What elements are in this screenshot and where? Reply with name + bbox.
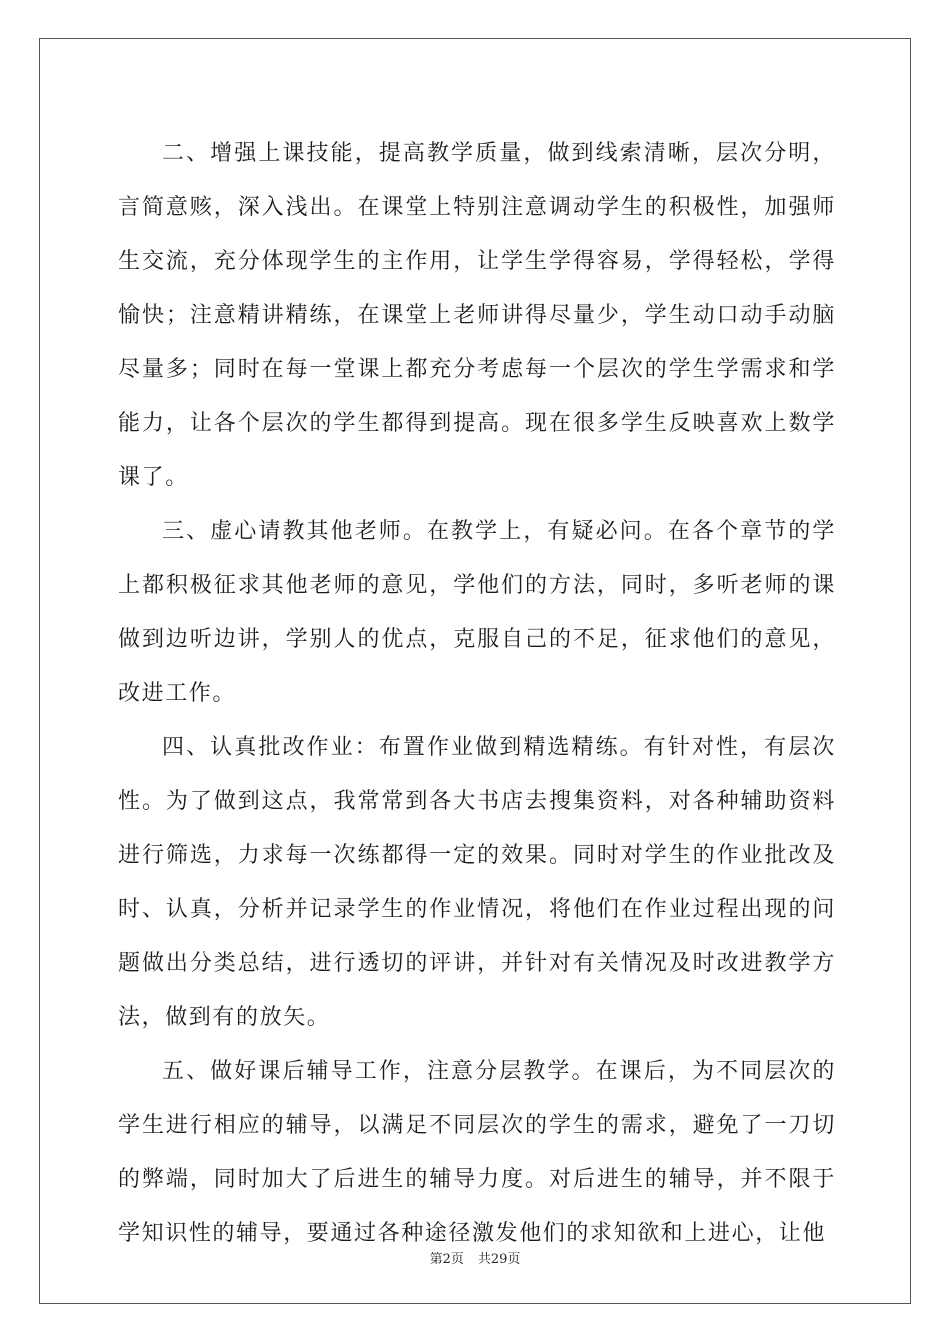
total-page-count: 共29页	[477, 1252, 521, 1267]
paragraph-5: 五、做好课后辅导工作，注意分层教学。在课后，为不同层次的学生进行相应的辅导，以满足不同层次的学生的需求，避免了一刀切的弊端，同时加大了后进生的辅导力度。对后进生的辅导，并不限于学知识性的辅导，要通过各种途径激发他们的求知欲和上进心，让他	[118, 1059, 836, 1246]
paragraph-4: 四、认真批改作业：布置作业做到精选精练。有针对性，有层次性。为了做到这点，我常常到各大书店去搜集资料，对各种辅助资料进行筛选，力求每一次练都得一定的效果。同时对学生的作业批改及时、认真，分析并记录学生的作业情况，将他们在作业过程出现的问题做出分类总结，进行透切的评讲，并针对有关情况及时改进教学方法，做到有的放矢。	[118, 735, 836, 1030]
current-page-number: 第2页	[429, 1252, 464, 1267]
paragraph-2: 二、增强上课技能，提高教学质量，做到线索清晰，层次分明，言简意赅，深入浅出。在课堂上特别注意调动学生的积极性，加强师生交流，充分体现学生的主作用，让学生学得容易，学得轻松，学得愉快；注意精讲精练，在课堂上老师讲得尽量少，学生动口动手动脑尽量多；同时在每一堂课上都充分考虑每一个层次的学生学需求和学能力，让各个层次的学生都得到提高。现在很多学生反映喜欢上数学课了。	[118, 141, 836, 490]
paragraph-3: 三、虚心请教其他老师。在教学上，有疑必问。在各个章节的学上都积极征求其他老师的意见，学他们的方法，同时，多听老师的课做到边听边讲，学别人的优点，克服自己的不足，征求他们的意见，改进工作。	[118, 519, 836, 706]
document-body	[118, 127, 836, 1261]
page-footer	[0, 1248, 950, 1267]
